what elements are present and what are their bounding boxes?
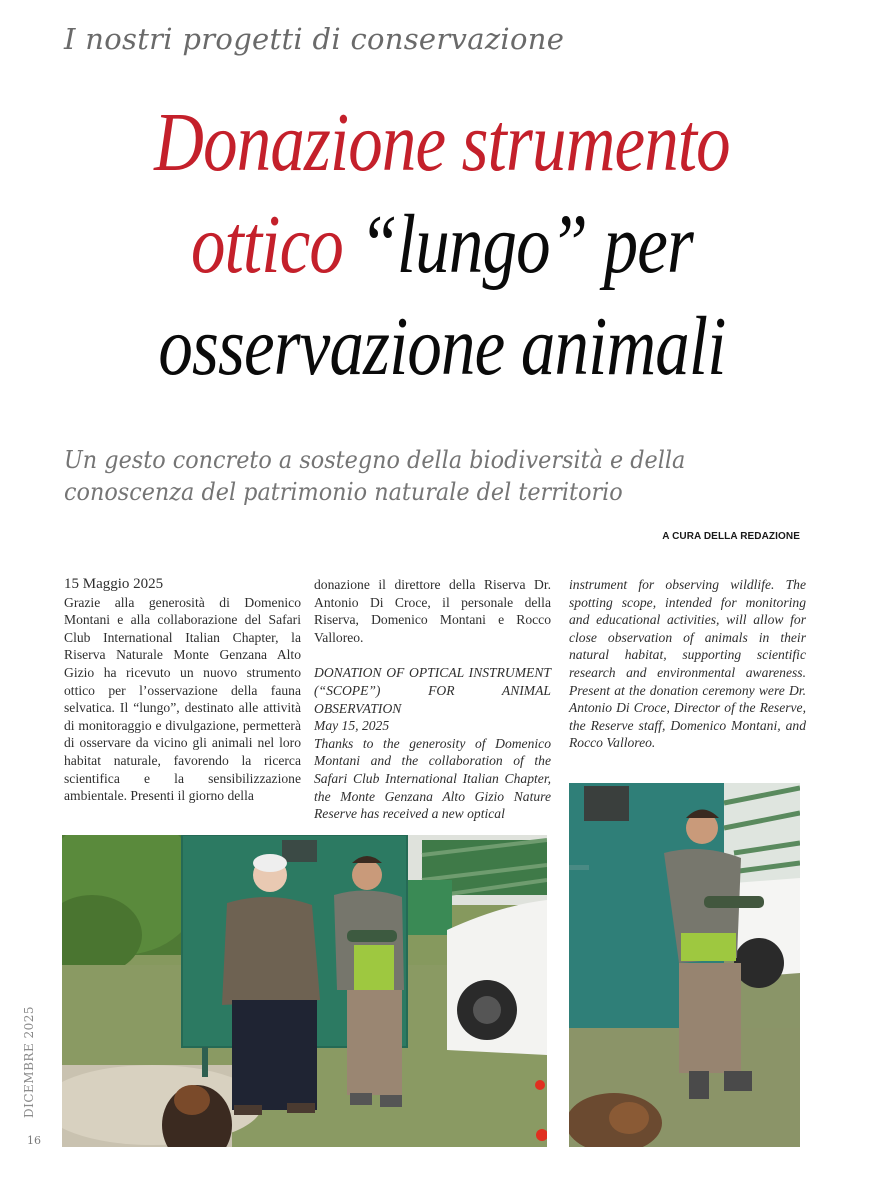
- article-date-it: 15 Maggio 2025: [64, 576, 164, 592]
- article-title: [80, 92, 805, 398]
- title-line-3: osservazione animali: [158, 300, 726, 393]
- article-title-en: DONATION OF OPTICAL INSTRUMENT (“SCOPE”) FOR ANIMAL OBSERVATION: [314, 665, 551, 716]
- article-body-it-part2: donazione il direttore della Riserva Dr. Antonio Di Croce, il personale della Riserva, Domenico Montani e Rocco Valloreo.: [314, 577, 551, 645]
- issue-month: DICEMBRE 2025: [22, 1005, 36, 1118]
- photo-donation-group: [62, 835, 547, 1147]
- title-line-1: Donazione strumento: [154, 96, 730, 189]
- column-3: [569, 576, 806, 752]
- article-body-it-part1: Grazie alla generosità di Domenico Montani e alla collaborazione del Safari Club International Italian Chapter, la Riserva Naturale Monte Genzana Alto Gizio ha ricevuto un nuovo strumento ottico per l’osservazione della fauna selvatica. Il “lungo”, destinato alle attività di monitoraggio e divulgazione, permetterà di osservare da vicino gli animali nel loro habitat naturale, favorendo la ricerca scientifica e la sensibilizzazione ambientale. Presenti il giorno della: [64, 594, 301, 804]
- title-line-2-black: “lungo” per: [359, 198, 693, 291]
- title-line-2-red: ottico: [191, 198, 343, 291]
- column-2: [314, 576, 551, 823]
- article-date-en: May 15, 2025: [314, 718, 390, 734]
- photo-ranger-with-scope: [569, 783, 800, 1147]
- photo-ranger-with-scope-image: [569, 783, 800, 1147]
- page-number: 16: [27, 1134, 41, 1147]
- article-body-en-part1: Thanks to the generosity of Domenico Montani and the collaboration of the Safari Club International Italian Chapter, the Monte Genzana Alto Gizio Nature Reserve has received a new optical: [314, 735, 551, 822]
- byline: A CURA DELLA REDAZIONE: [662, 531, 800, 542]
- article-body-en-part2: instrument for observing wildlife. The spotting scope, intended for monitoring and educational activities, will allow for close observation of animals in their natural habitat, supporting scientific research and environmental awareness. Present at the donation ceremony were Dr. Antonio Di Croce, Director of the Reserve, the Reserve staff, Domenico Montani, and Rocco Valloreo.: [569, 577, 806, 751]
- column-1: [64, 576, 301, 805]
- section-kicker: I nostri progetti di conservazione: [64, 22, 565, 56]
- article-subtitle: Un gesto concreto a sostegno della biodiversità e della conoscenza del patrimonio naturale del territorio: [64, 446, 686, 506]
- photo-donation-group-image: [62, 835, 547, 1147]
